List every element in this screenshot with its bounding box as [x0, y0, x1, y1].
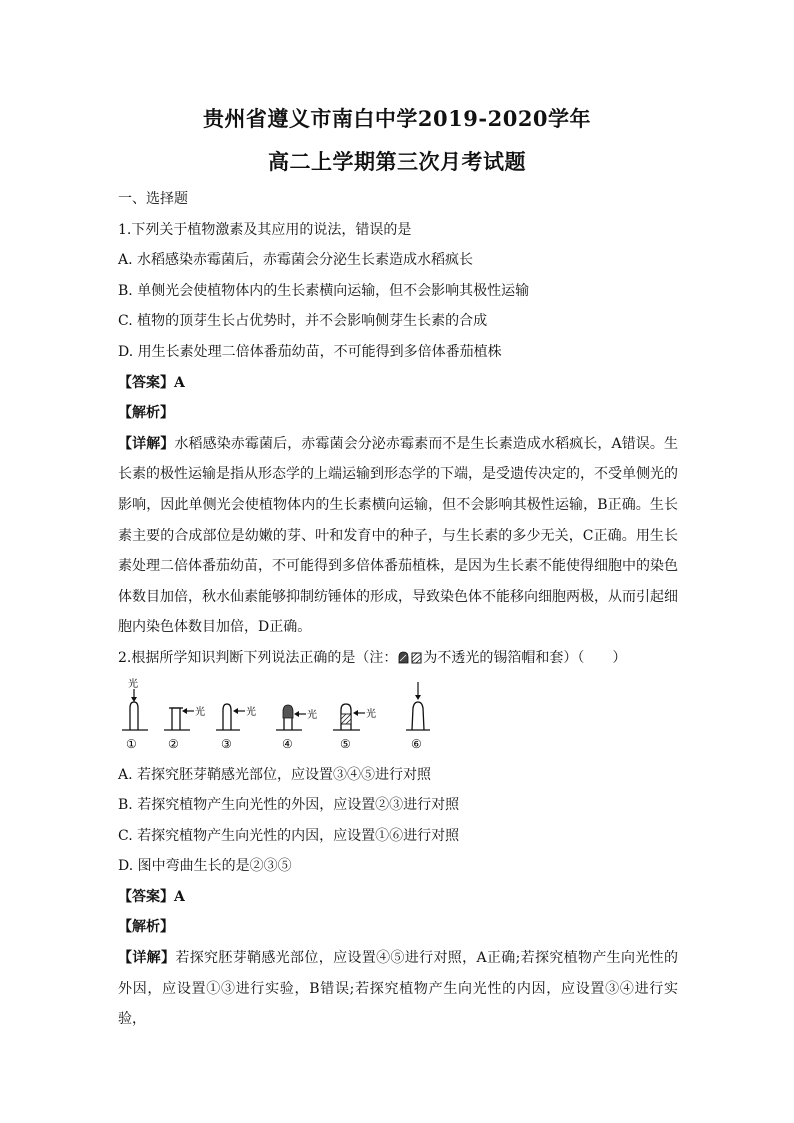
light-label-1: 光	[128, 678, 138, 690]
document-title-line1: 贵州省遵义市南白中学2019-2020学年	[202, 106, 592, 131]
coleoptile-2	[164, 705, 205, 751]
foil-cap-icon	[398, 651, 409, 664]
q2-stem-after: 为不透光的锡箔帽和套）（ ）	[423, 649, 627, 666]
q1-detail-label: 【详解】	[118, 435, 175, 452]
light-label-4: 光	[307, 709, 317, 721]
q2-stem-before: 2.根据所学知识判断下列说法正确的是（注：	[118, 649, 398, 666]
q2-figure	[120, 678, 450, 758]
coleoptile-diagram	[120, 678, 450, 758]
coleoptile-4	[276, 705, 317, 751]
light-label-2: 光	[195, 706, 205, 718]
q1-option-d: D. 用生长素处理二倍体番茄幼苗，不可能得到多倍体番茄植株	[118, 343, 502, 360]
q2-detail-text: 若探究胚芽鞘感光部位，应设置④⑤进行对照，A正确;若探究植物产生向光性的外因，应设置①③进行实验，B错误;若探究植物产生向光性的内因，应设置③④进行实验，	[118, 950, 679, 1028]
foil-sleeve-icon	[411, 651, 422, 664]
document-title-line2: 高二上学期第三次月考试题	[268, 149, 526, 174]
section-heading: 一、选择题	[118, 191, 188, 207]
q2-option-d: D. 图中弯曲生长的是②③⑤	[118, 858, 292, 875]
light-label-3: 光	[246, 706, 256, 718]
document-body	[118, 184, 678, 1035]
q2-option-a: A. 若探究胚芽鞘感光部位，应设置③④⑤进行对照	[118, 766, 432, 783]
coleoptile-6	[406, 682, 430, 751]
q1-stem: 1.下列关于植物激素及其应用的说法，错误的是	[118, 221, 412, 238]
q2-answer: 【答案】A	[118, 888, 185, 905]
q1-option-b: B. 单侧光会使植物体内的生长素横向运输，但不会影响其极性运输	[118, 282, 530, 299]
q1-detail-text: 水稻感染赤霉菌后，赤霉菌会分泌赤霉素而不是生长素造成水稻疯长，A错误。生长素的极性运输是指从形态学的上端运输到形态学的下端，是受遗传决定的，不受单侧光的影响，因此单侧光会使植物体内的生长素横向运输，但不会影响其极性运输，B正确。生长素主要的合成部位是幼嫩的芽、叶和发育中的种子，与生长素的多少无关，C正确。用生长素处理二倍体番茄幼苗，不可能得到多倍体番茄植株，是因为生长素不能使得细胞中的染色体数目加倍，秋水仙素能够抑制纺锤体的形成，导致染色体不能移向细胞两极，从而引起细胞内染色体数目加倍，D正确。	[118, 435, 679, 636]
q2-stem	[118, 643, 678, 674]
figure-number-2: ②	[168, 736, 179, 751]
q1-analysis-label: 【解析】	[118, 405, 174, 422]
q1-option-c: C. 植物的顶芽生长占优势时，并不会影响侧芽生长素的合成	[118, 313, 488, 330]
q2-analysis-label: 【解析】	[118, 919, 174, 936]
figure-number-4: ④	[282, 736, 293, 751]
figure-number-5: ⑤	[340, 736, 351, 751]
coleoptile-1	[122, 678, 148, 751]
q2-option-c: C. 若探究植物产生向光性的内因，应设置①⑥进行对照	[118, 827, 460, 844]
q1-answer: 【答案】A	[118, 374, 185, 391]
figure-number-1: ①	[126, 736, 137, 751]
q1-option-a: A. 水稻感染赤霉菌后，赤霉菌会分泌生长素造成水稻疯长	[118, 252, 474, 269]
light-label-5: 光	[366, 708, 376, 720]
figure-number-3: ③	[221, 736, 232, 751]
q2-detail	[118, 943, 678, 1035]
q2-detail-label: 【详解】	[118, 950, 176, 967]
coleoptile-5	[333, 704, 376, 751]
coleoptile-3	[216, 704, 256, 751]
q1-detail	[118, 429, 678, 643]
figure-number-6: ⑥	[411, 736, 422, 751]
q2-option-b: B. 若探究植物产生向光性的外因，应设置②③进行对照	[118, 797, 460, 814]
